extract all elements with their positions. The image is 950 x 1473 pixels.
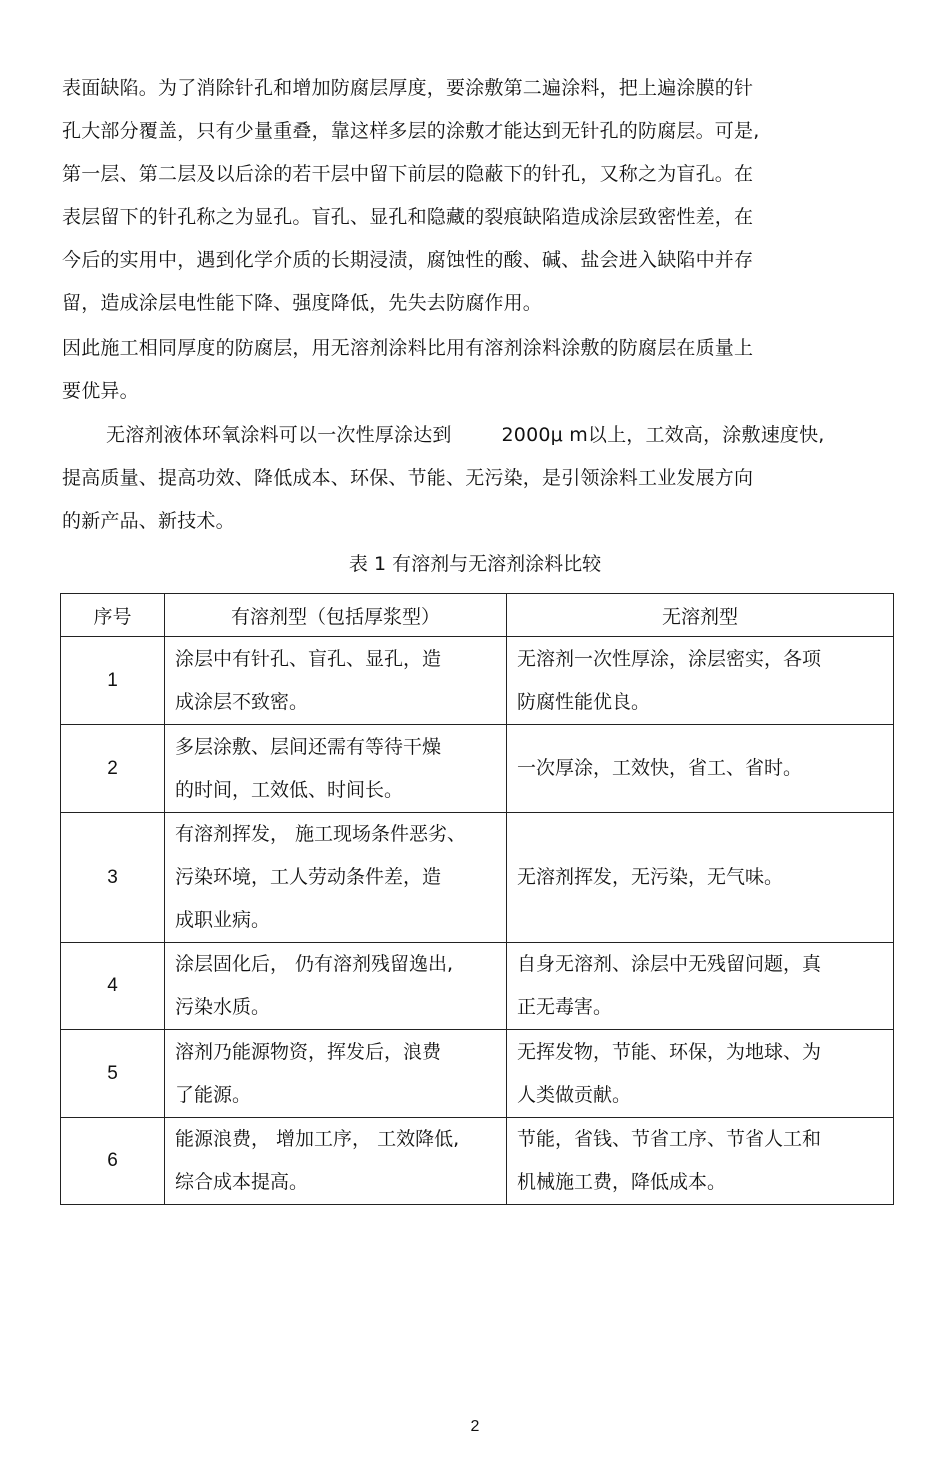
paragraph-line: 留，造成涂层电性能下降、强度降低，先失去防腐作用。 bbox=[62, 292, 543, 314]
row-number: 2 bbox=[61, 725, 165, 813]
paragraph-line: 的新产品、新技术。 bbox=[62, 510, 235, 532]
comparison-table bbox=[60, 593, 894, 1205]
row-number: 5 bbox=[61, 1030, 165, 1118]
cell-line: 无溶剂挥发，无污染，无气味。 bbox=[517, 866, 784, 888]
cell-line: 成职业病。 bbox=[175, 909, 271, 931]
solvent-cell bbox=[165, 725, 507, 813]
cell-line: 综合成本提高。 bbox=[175, 1171, 309, 1193]
cell-line: 溶剂乃能源物资，挥发后，浪费 bbox=[175, 1040, 442, 1063]
table-row bbox=[61, 1118, 894, 1205]
table-row bbox=[61, 637, 894, 725]
cell-line: 多层涂敷、层间还需有等待干燥 bbox=[175, 735, 442, 758]
solvent-cell bbox=[165, 637, 507, 725]
cell-line: 自身无溶剂、涂层中无残留问题，真 bbox=[517, 953, 822, 975]
table-header-row bbox=[61, 594, 894, 637]
table-row bbox=[61, 725, 894, 813]
row-number: 3 bbox=[61, 813, 165, 943]
cell-line: 一次厚涂，工效快，省工、省时。 bbox=[517, 757, 803, 779]
cell-line: 机械施工费，降低成本。 bbox=[517, 1171, 727, 1193]
solvent-cell bbox=[165, 1030, 507, 1118]
cell-line: 涂层中有针孔、盲孔、显孔，造 bbox=[175, 647, 442, 670]
cell-line: 防腐性能优良。 bbox=[517, 690, 651, 713]
paragraph-line: 表面缺陷。为了消除针孔和增加防腐层厚度，要涂敷第二遍涂料，把上遍涂膜的针 bbox=[62, 77, 754, 99]
paragraph-line: 第一层、第二层及以后涂的若干层中留下前层的隐蔽下的针孔，又称之为盲孔。在 bbox=[62, 163, 754, 185]
cell-line: 人类做贡献。 bbox=[517, 1083, 632, 1106]
header-solvent: 有溶剂型（包括厚浆型） bbox=[165, 594, 507, 637]
header-no: 序号 bbox=[61, 594, 165, 637]
header-solventless: 无溶剂型 bbox=[507, 594, 894, 637]
paragraph-line: 今后的实用中，遇到化学介质的长期浸渍，腐蚀性的酸、碱、盐会进入缺陷中并存 bbox=[62, 249, 754, 271]
solventless-cell bbox=[507, 725, 894, 813]
cell-line: 节能，省钱、节省工序、节省人工和 bbox=[517, 1128, 822, 1150]
table-caption: 表 1 有溶剂与无溶剂涂料比较 bbox=[348, 553, 602, 575]
solventless-cell bbox=[507, 637, 894, 725]
cell-line: 能源浪费， 增加工序， 工效降低, bbox=[175, 1128, 460, 1150]
table-row bbox=[61, 1030, 894, 1118]
table-row bbox=[61, 943, 894, 1030]
paragraph-line: 要优异。 bbox=[62, 380, 139, 402]
cell-line: 正无毒害。 bbox=[517, 996, 613, 1018]
cell-line: 涂层固化后， 仍有溶剂残留逸出, bbox=[175, 953, 454, 975]
cell-line: 有溶剂挥发， 施工现场条件恶劣、 bbox=[175, 823, 467, 845]
paragraph-line: 孔大部分覆盖，只有少量重叠，靠这样多层的涂敷才能达到无针孔的防腐层。可是, bbox=[62, 120, 760, 142]
paragraph-line: 无溶剂液体环氧涂料可以一次性厚涂达到 2000μ m以上，工效高，涂敷速度快, bbox=[106, 424, 825, 446]
page-number: 2 bbox=[470, 1418, 480, 1435]
cell-line: 了能源。 bbox=[175, 1083, 252, 1106]
cell-line: 的时间，工效低、时间长。 bbox=[175, 778, 404, 801]
table-row bbox=[61, 813, 894, 943]
paragraph-line: 表层留下的针孔称之为显孔。盲孔、显孔和隐藏的裂痕缺陷造成涂层致密性差，在 bbox=[62, 206, 754, 228]
cell-line: 无溶剂一次性厚涂，涂层密实，各项 bbox=[517, 647, 822, 670]
cell-line: 污染环境，工人劳动条件差，造 bbox=[175, 866, 442, 888]
solventless-cell bbox=[507, 943, 894, 1030]
row-number: 4 bbox=[61, 943, 165, 1030]
cell-line: 成涂层不致密。 bbox=[175, 690, 309, 713]
solvent-cell bbox=[165, 943, 507, 1030]
paragraph-line: 因此施工相同厚度的防腐层，用无溶剂涂料比用有溶剂涂料涂敷的防腐层在质量上 bbox=[62, 337, 754, 359]
solventless-cell bbox=[507, 1118, 894, 1205]
row-number: 1 bbox=[61, 637, 165, 725]
solvent-cell bbox=[165, 1118, 507, 1205]
solventless-cell bbox=[507, 1030, 894, 1118]
cell-line: 无挥发物，节能、环保，为地球、为 bbox=[517, 1040, 822, 1063]
cell-line: 污染水质。 bbox=[175, 996, 271, 1018]
solventless-cell bbox=[507, 813, 894, 943]
solvent-cell bbox=[165, 813, 507, 943]
row-number: 6 bbox=[61, 1118, 165, 1205]
paragraph-line: 提高质量、提高功效、降低成本、环保、节能、无污染，是引领涂料工业发展方向 bbox=[62, 467, 754, 489]
